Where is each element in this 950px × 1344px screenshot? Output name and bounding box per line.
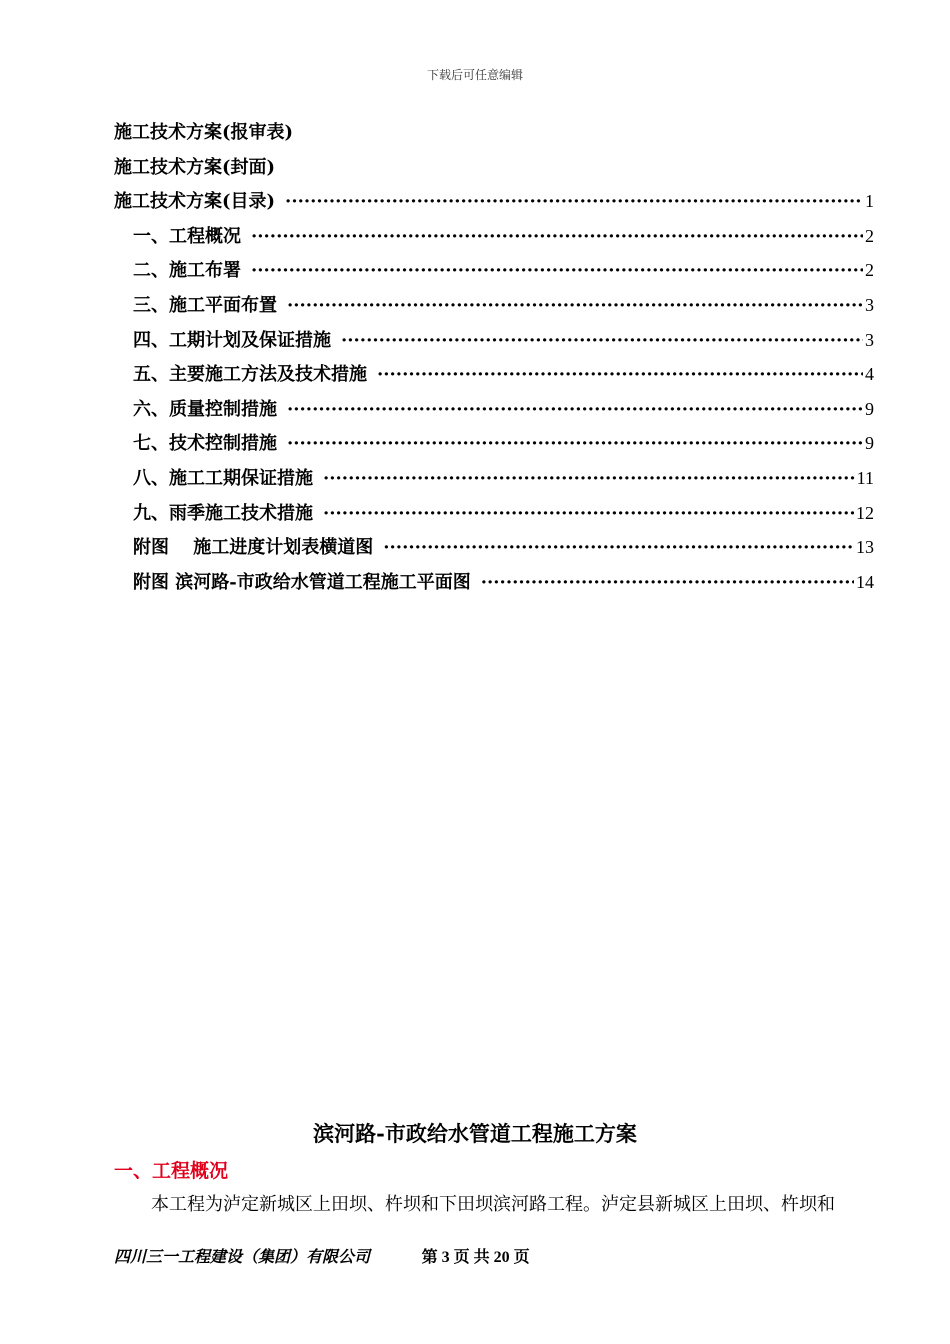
document-title: 滨河路-市政给水管道工程施工方案 [313,1121,637,1146]
header-note: 下载后可任意编辑 [426,68,523,82]
toc-item-cover[interactable] [114,153,874,188]
toc-item[interactable] [114,326,874,361]
toc-item-label: 附图 滨河路-市政给水管道工程施工平面图 [133,571,471,593]
toc-item-page: 9 [865,398,874,419]
toc-item-label: 施工技术方案(封面) [114,156,276,178]
section-heading: 一、工程概况 [114,1160,229,1182]
toc-leader-dots [285,191,863,212]
toc-leader-dots [287,295,863,316]
toc-item[interactable] [114,568,874,603]
toc-leader-dots [287,399,863,420]
toc-item[interactable] [114,395,874,430]
toc-item[interactable] [114,533,874,568]
toc-item[interactable] [114,464,874,499]
toc-item[interactable] [114,499,874,534]
toc-item-page: 2 [865,260,874,281]
toc-leader-dots [377,364,863,385]
toc-item-page: 2 [865,225,874,246]
toc-item-label: 八、施工工期保证措施 [133,467,313,489]
toc-item-contents[interactable] [114,187,874,222]
toc-item-label: 三、施工平面布置 [133,294,277,316]
toc-leader-dots [323,503,854,524]
toc-item[interactable] [114,222,874,257]
toc-leader-dots [323,468,855,489]
toc-leader-dots [251,226,863,247]
toc-item[interactable] [114,256,874,291]
toc-item-page: 13 [856,537,874,558]
toc-leader-dots [287,433,863,454]
toc-item[interactable] [114,291,874,326]
footer-company: 四川三一工程建设（集团）有限公司 [114,1247,371,1266]
toc-item-label: 六、质量控制措施 [133,398,277,420]
toc-item-report-form[interactable] [114,118,874,153]
toc-item-page: 1 [865,191,874,212]
toc-item-page: 11 [856,467,874,488]
toc-item-label: 二、施工布署 [133,260,241,282]
toc-leader-dots [383,537,854,558]
toc-item-label: 一、工程概况 [133,225,241,247]
footer-page-info: 第 3 页 共 20 页 [421,1249,530,1266]
toc-item-page: 9 [865,433,874,454]
toc-item-page: 14 [856,571,874,592]
toc-item[interactable] [114,360,874,395]
toc-item-label: 九、雨季施工技术措施 [133,502,313,524]
table-of-contents [114,118,874,602]
toc-item[interactable] [114,429,874,464]
toc-item-page: 12 [856,502,874,523]
toc-leader-dots [341,330,863,351]
body-paragraph: 本工程为泸定新城区上田坝、杵坝和下田坝滨河路工程。泸定县新城区上田坝、杵坝和 [151,1194,835,1215]
toc-item-label: 七、技术控制措施 [133,433,277,455]
toc-item-label: 附图 施工进度计划表横道图 [133,537,374,559]
toc-item-label: 四、工期计划及保证措施 [133,329,331,351]
toc-item-label: 施工技术方案(目录) [114,191,276,213]
toc-item-label: 施工技术方案(报审表) [114,122,294,143]
toc-leader-dots [481,572,854,593]
toc-item-page: 4 [865,364,874,385]
toc-item-page: 3 [865,329,874,350]
page-footer [114,1244,530,1267]
toc-item-label: 五、主要施工方法及技术措施 [133,364,367,386]
toc-item-page: 3 [865,294,874,315]
toc-leader-dots [251,260,863,281]
